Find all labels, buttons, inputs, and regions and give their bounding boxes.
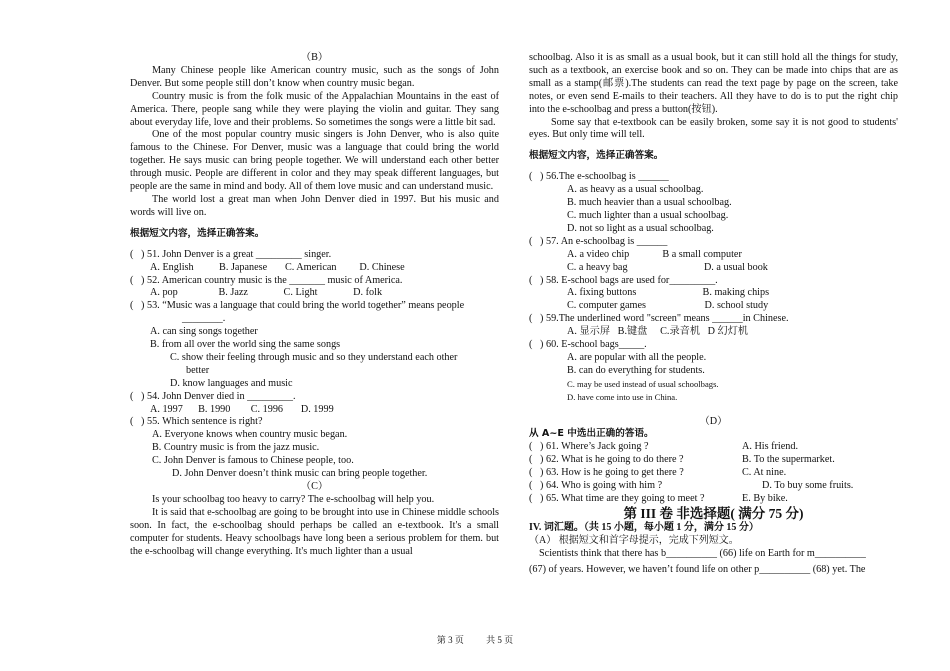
part-4-heading: IV. 词汇题。（共 15 小题，每小题 1 分，满分 15 分） [529, 521, 759, 533]
question-52: ( ) 52. American country music is the _______ music of America. [130, 274, 403, 286]
question-53-option-a: A. can sing songs together [150, 326, 258, 338]
dialog-question: ( ) 64. Who is going with him ? [529, 480, 663, 492]
section-d-heading: （D） [699, 415, 728, 427]
passage-c-continued: schoolbag. Also it is as small as a usual book, but it can still hold all the things for study, such as a textbook, an exercise book and so on. They can be made into chips that are as small as a stamp(邮票).The students can read the text page by page on the screen, take notes, or even send E-mails to their teachers. All they have to do is to put the right chip into the e-schoolbag and press a button(按钮). [529, 52, 898, 115]
question-57-options-ab: A. a video chip B a small computer [567, 248, 742, 260]
question-55-option-a: A. Everyone knows when country music began. [152, 429, 348, 441]
question-56-option-b: B. much heavier than a usual schoolbag. [567, 197, 732, 209]
question-51-options: A. English B. Japanese C. American D. Chinese [150, 261, 405, 273]
dialog-row [529, 493, 898, 506]
question-55-option-c: C. John Denver is famous to Chinese people, too. [152, 455, 354, 467]
question-56-option-d: D. not so light as a usual schoolbag. [567, 222, 714, 234]
section-c-heading: （C） [300, 481, 329, 492]
instruction-d: 从 A~E 中选出正确的答语。 [529, 428, 654, 440]
question-56-option-a: A. as heavy as a usual schoolbag. [567, 184, 704, 196]
dialog-question: ( ) 63. How is he going to get there ? [529, 467, 684, 479]
instruction-c: 根据短文内容，选择正确答案。 [529, 150, 664, 162]
question-55-option-b: B. Country music is from the jazz music. [152, 442, 320, 454]
section-b-heading: （B） [300, 52, 329, 63]
question-53-option-b: B. from all over the world sing the same songs [150, 339, 341, 351]
passage-b-paragraph: One of the most popular country music singers is John Denver, who is also quite famous to the Chinese. For Denver, music was a language that could bring the world together. He says music can bring people together. We will understand each other better through music. People are different in color and they may speak different languages, but people are the same in mind and body. All of them love music and can understand music. [130, 129, 499, 193]
right-column [529, 52, 898, 577]
left-column [130, 52, 499, 558]
part-3-title: 第 III 卷 非选择题( 满分 75 分) [623, 505, 804, 521]
question-52-options: A. pop B. Jazz C. Light D. folk [150, 287, 383, 299]
dialog-question: ( ) 62. What is he going to do there ? [529, 454, 684, 466]
question-60-option-d: D. have come into use in China. [567, 391, 678, 402]
dialog-answer: A. His friend. [742, 441, 799, 453]
dialog-row [529, 454, 898, 467]
question-58: ( ) 58. E-school bags are used for_________. [529, 274, 718, 286]
page-footer [0, 633, 950, 646]
dialog-question: ( ) 65. What time are they going to meet ? [529, 493, 705, 504]
question-59: ( ) 59.The underlined word "screen" means ______in Chinese. [529, 313, 789, 325]
dialog-answer: D. To buy some fruits. [762, 480, 854, 492]
question-54: ( ) 54. John Denver died in _________. [130, 390, 296, 402]
question-58-options-ab: A. fixing buttons B. making chips [567, 287, 770, 299]
question-59-options: A. 显示屏 B.键盘 C.录音机 D 幻灯机 [567, 326, 749, 338]
question-60-option-c: C. may be used instead of usual schoolbags. [567, 378, 719, 389]
passage-c-paragraph: It is said that e-schoolbag are going to be brought into use in Chinese middle schools soon. In fact, the e-schoolbag should perhaps be called an e-textbook. It's a small computer for students. Heavy schoolbags have long been a serious problem for them. but the e-schoolbag will change everything. It's much lighter than a usual [130, 506, 499, 557]
dialog-question: ( ) 61. Where’s Jack going ? [529, 441, 649, 453]
part-4-subheading: （A） 根据短文和首字母提示，完成下列短文。 [529, 534, 739, 546]
question-60-option-b: B. can do everything for students. [567, 364, 705, 376]
passage-b-paragraph: The world lost a great man when John Denver died in 1997. But his music and words will live on. [130, 193, 499, 218]
question-54-options: A. 1997 B. 1990 C. 1996 D. 1999 [150, 403, 334, 415]
dialog-answer: E. By bike. [742, 493, 788, 504]
question-55-option-d: D. John Denver doesn’t think music can bring people together. [172, 468, 428, 480]
question-51: ( ) 51. John Denver is a great _________ singer. [130, 248, 332, 260]
dialog-answer: C. At nine. [742, 467, 787, 479]
question-53: ( ) 53. “Music was a language that could bring the world together” means people [130, 300, 465, 312]
question-57-options-cd: C. a heavy bag D. a usual book [567, 261, 768, 273]
passage-b-paragraph: Country music is from the folk music of the Appalachian Mountains in the east of America. There, people sang while they were playing the violin and guitar. They sang about everyday life, love and their problems. So sometimes the songs were a little bit sad. [130, 90, 499, 128]
part-4-text-line: (67) of years. However, we haven’t found life on other p__________ (68) yet. The [529, 563, 866, 575]
question-58-options-cd: C. computer games D. school study [567, 300, 769, 312]
dialog-answer: B. To the supermarket. [742, 454, 835, 466]
dialog-row [529, 467, 898, 480]
page-total: 共 5 页 [486, 635, 514, 645]
question-53-option-c: C. show their feeling through music and so they understand each other [170, 351, 458, 363]
question-57: ( ) 57. An e-schoolbag is ______ [529, 235, 668, 247]
question-60: ( ) 60. E-school bags_____. [529, 339, 647, 351]
question-53-option-d: D. know languages and music [170, 377, 293, 389]
passage-c-continued: Some say that e-textbook can be easily broken, some say it is not good to students' eyes. But only time will tell. [529, 116, 898, 141]
question-53-option-c-cont: better [186, 364, 210, 376]
instruction-b: 根据短文内容，选择正确答案。 [130, 227, 265, 239]
page-number: 第 3 页 [436, 635, 464, 645]
dialog-row [529, 441, 898, 454]
dialog-matching [529, 441, 898, 506]
question-60-option-a: A. are popular with all the people. [567, 351, 707, 363]
question-56: ( ) 56.The e-schoolbag is ______ [529, 171, 669, 183]
part-4-text-line: Scientists think that there has b__________ (66) life on Earth for m__________ [539, 547, 866, 559]
passage-c-paragraph: Is your schoolbag too heavy to carry? The e-schoolbag will help you. [152, 493, 435, 505]
question-53-blank: ________. [182, 313, 226, 325]
question-55: ( ) 55. Which sentence is right? [130, 416, 263, 428]
question-56-option-c: C. much lighter than a usual schoolbag. [567, 209, 729, 221]
dialog-row [529, 480, 898, 493]
passage-b-paragraph: Many Chinese people like American country music, such as the songs of John Denver. But some people still don’t know when country music began. [130, 64, 499, 89]
